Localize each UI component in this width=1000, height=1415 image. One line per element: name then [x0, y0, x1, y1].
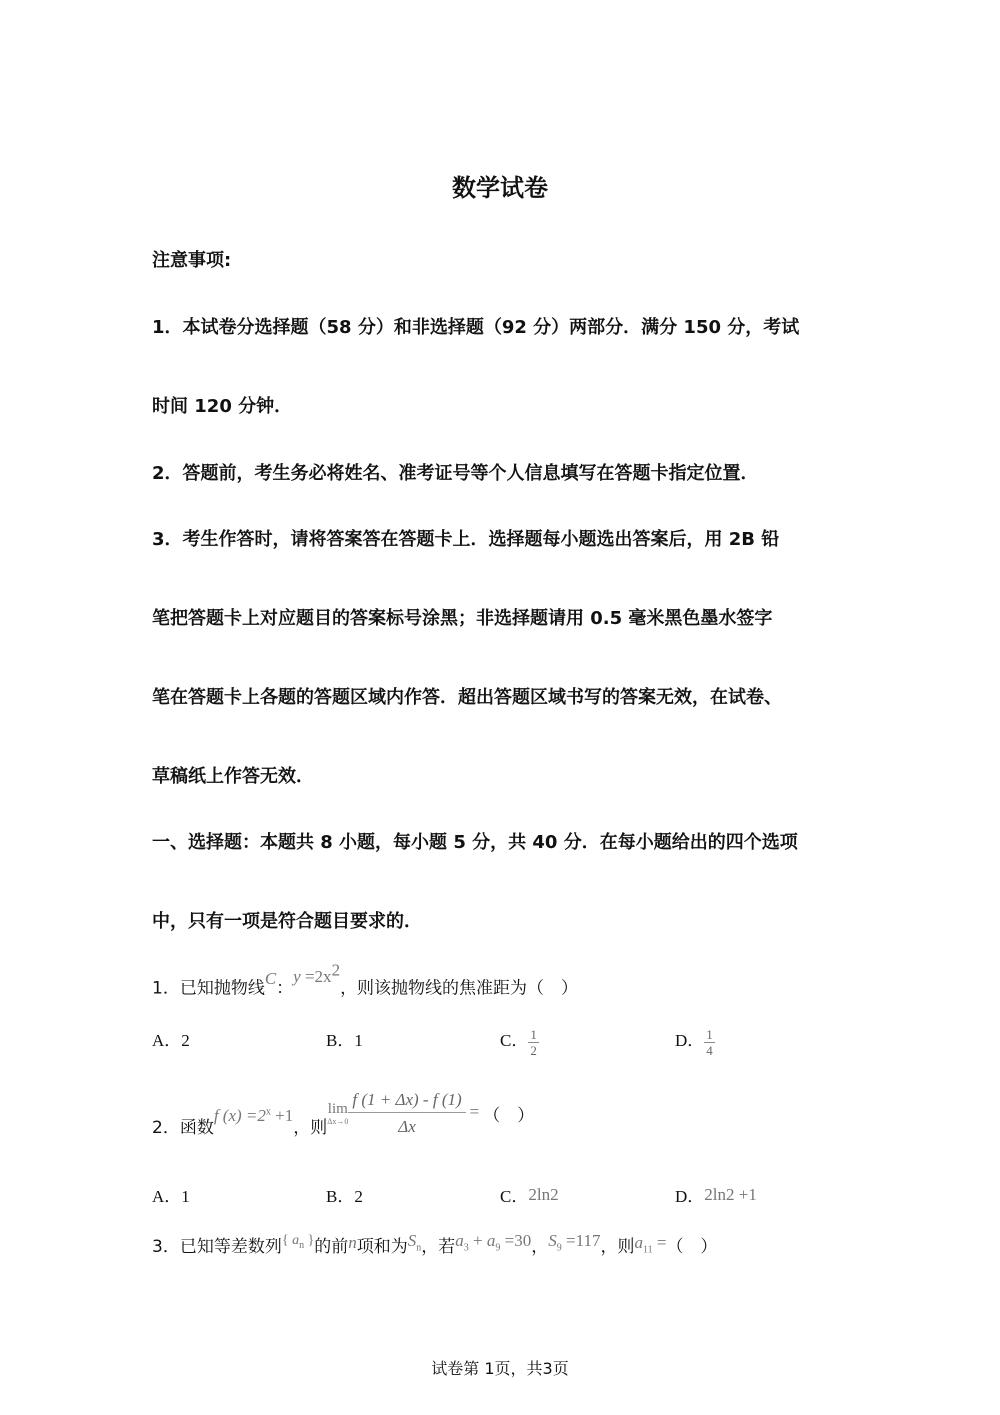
page-footer: 试卷第 1页，共3页: [431, 1359, 569, 1378]
question-1-option-a: A．2: [152, 1031, 190, 1050]
question-1-option-c: C． $\frac{1}{2}$: [500, 1026, 537, 1058]
page-title: 数学试卷: [452, 174, 548, 202]
section-1-heading-line-1: 一、选择题：本题共 8 小题，每小题 5 分，共 40 分．在每小题给出的四个选项: [152, 832, 798, 853]
question-1-suffix: ，则该抛物线的焦准距为（ ）: [340, 978, 579, 999]
question-1-option-b: B．1: [326, 1031, 363, 1050]
question-1-curve: C: [264, 968, 277, 988]
question-3-condition-2: $S_9 =117$: [548, 1231, 601, 1254]
question-2-option-c: C．2ln2: [500, 1185, 559, 1206]
notice-item-3-line-3: 笔在答题卡上各题的答题区域内作答．超出答题区域书写的答案无效，在试卷、: [152, 687, 782, 708]
question-2-middle: ，则: [293, 1117, 328, 1138]
question-2-suffix: （ ）: [483, 1105, 535, 1126]
question-2-prefix: 2．函数: [152, 1117, 214, 1138]
question-2-option-d: D．2ln2 +1: [675, 1185, 757, 1206]
notice-item-1-line-2: 时间 120 分钟．: [152, 396, 293, 417]
limit: lim Δx→0: [327, 1100, 349, 1126]
difference-quotient: $\frac{f (1 + \Delta x) - f (1)}{\Delta x}$: [348, 1090, 465, 1137]
notice-item-2: 2．答题前，考生务必将姓名、准考证号等个人信息填写在答题卡指定位置．: [152, 463, 759, 484]
notice-item-3-line-2: 笔把答题卡上对应题目的答案标号涂黑；非选择题请用 0.5 毫米黑色墨水签字: [152, 608, 773, 629]
question-2-options: [152, 1182, 872, 1218]
question-3-sum: $S_n$: [407, 1231, 422, 1254]
notice-item-3-line-1: 3．考生作答时，请将答案答在答题卡上．选择题每小题选出答案后，用 2B 铅: [152, 529, 780, 550]
question-2-option-b: B．2: [326, 1187, 363, 1206]
question-3-target: $a_{11}$ =: [634, 1233, 667, 1256]
question-1-options: [152, 1026, 872, 1062]
question-2-option-a: A．1: [152, 1187, 190, 1206]
notice-item-3-line-4: 草稿纸上作答无效．: [152, 766, 314, 787]
question-1-prefix: 1．已知抛物线: [152, 978, 265, 999]
section-1-heading-line-2: 中，只有一项是符合题目要求的．: [152, 911, 422, 932]
fraction: $\frac{1}{2}$: [530, 1026, 537, 1058]
question-2-equals: =: [469, 1101, 480, 1121]
notice-item-1-line-1: 1．本试卷分选择题（58 分）和非选择题（92 分）两部分．满分 150 分，考试: [152, 317, 800, 338]
fraction: $\frac{1}{4}$: [706, 1026, 713, 1058]
question-2: [152, 1090, 534, 1137]
question-1-colon: ：: [276, 978, 294, 999]
question-1: [152, 960, 579, 999]
notice-heading: 注意事项:: [152, 250, 232, 271]
question-2-function: f $(x) =2^x +1$: [213, 1105, 294, 1125]
question-1-option-d: D． $\frac{1}{4}$: [675, 1026, 713, 1058]
question-3: 3．已知等差数列$^{\{ a_n \}}$的前n项和为$S_n$，若$a_3 + a_9 =30$，$S_9 =117$，则$a_{11}$ =（ ）: [152, 1231, 718, 1257]
question-3-prefix: 3．已知等差数列: [152, 1237, 282, 1257]
question-1-equation: $y =2x^2$: [293, 960, 341, 986]
question-3-condition-1: $a_3 + a_9 =30$: [455, 1231, 532, 1254]
question-3-sequence: { an }: [281, 1233, 315, 1251]
